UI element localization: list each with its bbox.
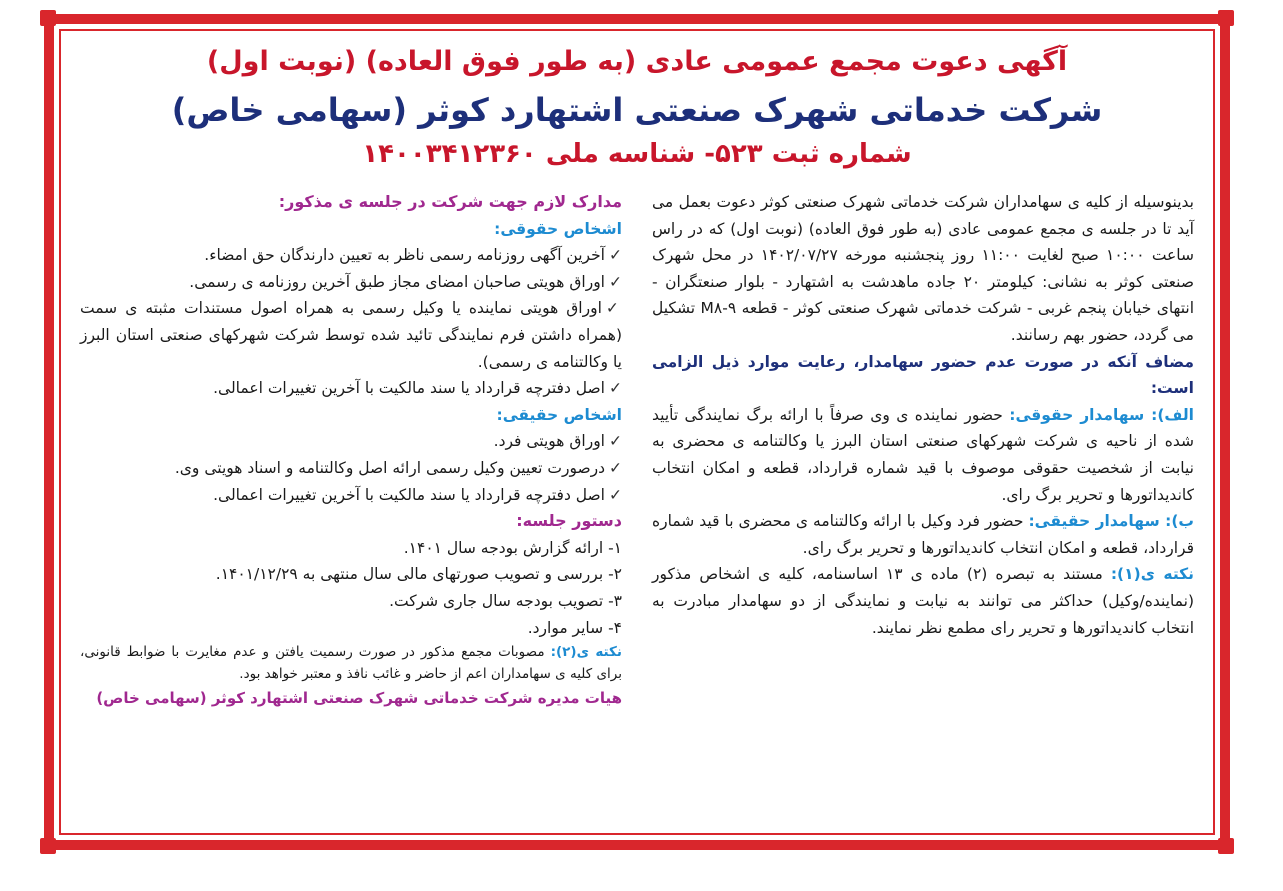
list-item: ✓ اصل دفترچه قرارداد یا سند مالکیت با آخرین تغییرات اعمالی.: [80, 482, 622, 509]
clause-text: حضور فرد وکیل با ارائه وکالتنامه ی محضری با قید شماره قرارداد، قطعه و امکان انتخاب کاندیداتورها و تحریر برگ رای.: [652, 512, 1194, 557]
note-2: [80, 641, 622, 685]
legal-persons-heading: اشخاص حقوقی:: [494, 219, 622, 238]
note-label: نکته ی(۲):: [550, 644, 622, 661]
ad-title: آگهی دعوت مجمع عمومی عادی (به طور فوق العاده) (نوبت اول): [206, 46, 1068, 77]
ad-frame: [44, 14, 1230, 850]
clause-label: ب): سهامدار حقیقی:: [1028, 512, 1195, 531]
frame-corner-ornament: [40, 10, 56, 26]
clause-text: حضور نماینده ی وی صرفاً با ارائه برگ نمایندگی تأیید شده از ناحیه ی شرکت شهرکهای صنعتی استان البرز یا وکالتنامه ی محضری به نیابت از شخصیت حقوقی موصوف با قید شماره قرارداد، قطعه و امکان انتخاب کاندیداتورها و تحریر برگ رای.: [652, 405, 1194, 504]
list-item: ✓ درصورت تعیین وکیل رسمی ارائه اصل وکالتنامه و اسناد هویتی وی.: [80, 455, 622, 482]
natural-persons-heading: اشخاص حقیقی:: [496, 405, 622, 424]
note-label: نکته ی(۱):: [1110, 565, 1194, 584]
note-text: مصوبات مجمع مذکور در صورت رسمیت یافتن و عدم مغایرت با ضوابط قانونی، برای کلیه ی سهامداران اعم از حاضر و غائب نافذ و معتبر خواهد بود.: [80, 644, 622, 683]
left-column: [80, 189, 622, 826]
list-item: ✓ اصل دفترچه قرارداد یا سند مالکیت با آخرین تغییرات اعمالی.: [80, 375, 622, 402]
ad-header: [54, 42, 1220, 172]
note-text: مستند به تبصره (۲) ماده ی ۱۳ اساسنامه، کلیه ی اشخاص مذکور (نماینده/وکیل) حداکثر می توانند به نیابت و نمایندگی از دو سهامدار مبادرت به انتخاب کاندیداتورها و تحریر رای مطمع نظر نمایند.: [652, 565, 1194, 637]
registration-info: شماره ثبت ۵۲۳- شناسه ملی ۱۴۰۰۳۴۱۲۳۶۰: [362, 139, 912, 169]
list-item: ✓ آخرین آگهی روزنامه رسمی ناظر به تعیین دارندگان حق امضاء.: [80, 242, 622, 269]
requirements-notice: مضاف آنکه در صورت عدم حضور سهامدار، رعایت موارد ذیل الزامی است:: [652, 352, 1194, 398]
agenda-item: ۲- بررسی و تصویب صورتهای مالی سال منتهی به ۱۴۰۱/۱۲/۲۹.: [215, 565, 622, 584]
frame-corner-ornament: [1218, 10, 1234, 26]
agenda-item: ۴- سایر موارد.: [527, 618, 622, 637]
ad-body: [80, 189, 1194, 826]
legal-shareholder-clause: [652, 402, 1194, 508]
list-item: ✓ اوراق هویتی فرد.: [80, 428, 622, 455]
documents-heading: مدارک لازم جهت شرکت در جلسه ی مذکور:: [278, 192, 622, 211]
invitation-text: بدینوسیله از کلیه ی سهامداران شرکت خدماتی شهرک صنعتی کوثر دعوت بعمل می آید تا در جلسه ی مجمع عمومی عادی (به طور فوق العاده) (نوبت اول) که در راس ساعت ۱۰:۰۰ صبح لغایت ۱۱:۰۰ روز پنجشنبه مورخه ۱۴۰۲/۰۷/۲۷ در محل شهرک صنعتی کوثر به نشانی: کیلومتر ۲۰ جاده ماهدشت به اشتهارد - بلوار صنعتگران - انتهای خیابان پنجم غربی - شرکت خدماتی شهرک صنعتی کوثر - قطعه M۸-۹ تشکیل می گردد، حضور بهم رسانند.: [652, 193, 1195, 344]
frame-corner-ornament: [40, 838, 56, 854]
agenda-item: ۱- ارائه گزارش بودجه سال ۱۴۰۱.: [403, 538, 622, 557]
clause-label: الف): سهامدار حقوقی:: [1009, 405, 1194, 424]
natural-shareholder-clause: [652, 508, 1194, 561]
right-column: [652, 189, 1194, 826]
list-item: ✓ اوراق هویتی صاحبان امضای مجاز طبق آخرین روزنامه ی رسمی.: [80, 269, 622, 296]
agenda-heading: دستور جلسه:: [516, 511, 622, 531]
company-name: شرکت خدماتی شهرک صنعتی اشتهارد کوثر (سهامی خاص): [171, 91, 1103, 129]
board-signature: هیات مدیره شرکت خدماتی شهرک صنعتی اشتهارد کوثر (سهامی خاص): [96, 689, 622, 708]
list-item: ✓ اوراق هویتی نماینده یا وکیل رسمی به همراه اصول مستندات مثبته ی سمت (همراه داشتن فرم نمایندگی تائید شده توسط شرکت شهرکهای صنعتی استان البرز یا وکالتنامه ی رسمی).: [80, 295, 622, 375]
agenda-item: ۳- تصویب بودجه سال جاری شرکت.: [389, 591, 622, 610]
frame-corner-ornament: [1218, 838, 1234, 854]
note-1: [652, 561, 1194, 641]
